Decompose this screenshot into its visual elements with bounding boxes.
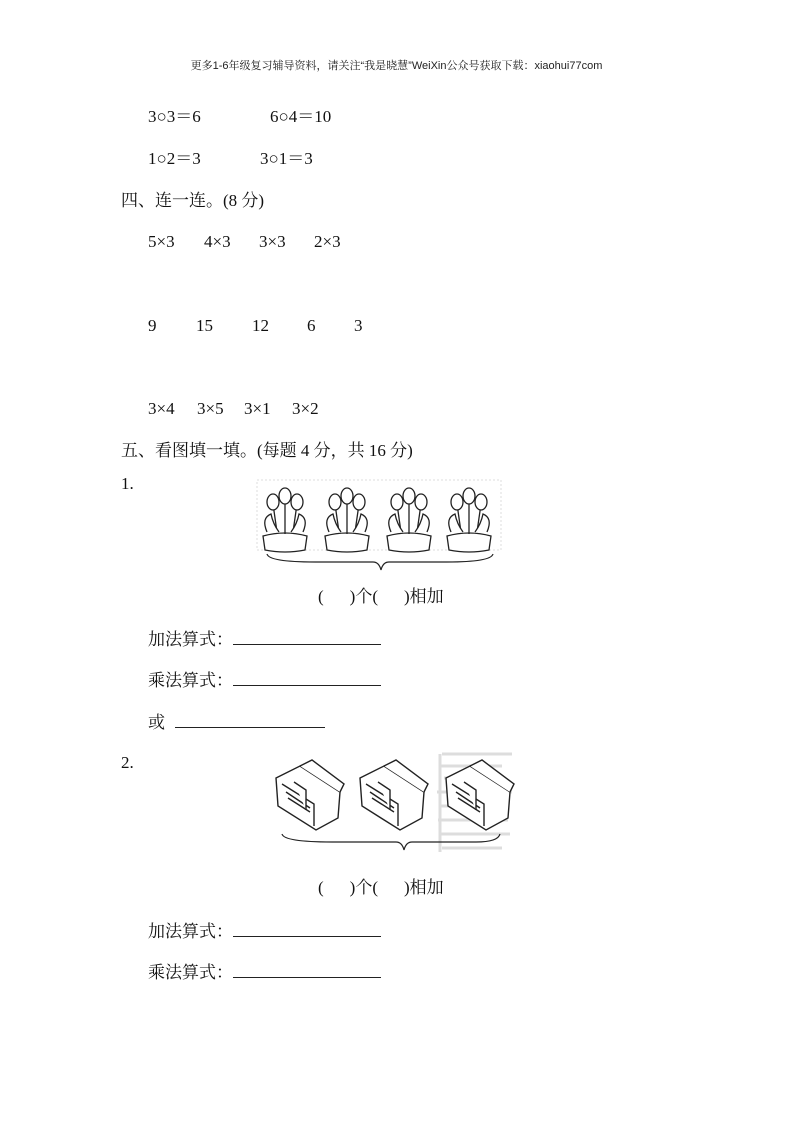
match-top-item: 3×3: [259, 232, 286, 251]
q1-multiplication-row: [148, 669, 381, 691]
q1-or-label: 或: [148, 713, 165, 732]
tulip-pots-image: [255, 474, 505, 574]
q1-multiplication-answer-line[interactable]: [233, 669, 381, 686]
match-middle-item: 15: [196, 316, 213, 335]
pencil-cases-image: [272, 748, 517, 858]
q2-multiplication-row: [148, 961, 381, 983]
q1-addition-label: 加法算式：: [148, 630, 233, 649]
q1-multiplication-label: 乘法算式：: [148, 671, 233, 690]
match-bottom-item: 3×4: [148, 399, 175, 418]
q1-or-answer-line[interactable]: [175, 711, 325, 728]
q1-fill-blank: [318, 587, 444, 607]
q2-multiplication-answer-line[interactable]: [233, 961, 381, 978]
page-header: 更多1-6年级复习辅导资料，请关注“我是晓慧”WeiXin公众号获取下载：xiaohui77com: [190, 60, 603, 72]
match-top-item: 4×3: [204, 232, 231, 251]
q1-or-row: [148, 711, 325, 733]
match-middle-item: 6: [307, 316, 316, 335]
q1-close-text: )相加: [404, 587, 444, 606]
question-1-number: 1.: [121, 474, 134, 493]
question-2-number: 2.: [121, 753, 134, 772]
q1-middle-text: )个(: [349, 587, 378, 606]
equation-3-3-6: 3○3＝6: [148, 107, 201, 126]
match-middle-item: 9: [148, 316, 157, 335]
section4-title: 四、连一连。(8 分): [121, 191, 265, 210]
q1-addition-row: [148, 628, 381, 650]
q2-addition-answer-line[interactable]: [233, 920, 381, 937]
q2-addition-row: [148, 920, 381, 942]
equation-1-2-3: 1○2＝3: [148, 149, 201, 168]
q2-multiplication-label: 乘法算式：: [148, 963, 233, 982]
equation-6-4-10: 6○4＝10: [270, 107, 332, 126]
section5-title: 五、看图填一填。(每题 4 分，共 16 分): [121, 441, 413, 460]
q2-middle-text: )个(: [349, 878, 378, 897]
match-top-item: 5×3: [148, 232, 175, 251]
q2-addition-label: 加法算式：: [148, 922, 233, 941]
match-top-item: 2×3: [314, 232, 341, 251]
q1-addition-answer-line[interactable]: [233, 628, 381, 645]
equation-3-1-3: 3○1＝3: [260, 149, 313, 168]
match-bottom-item: 3×2: [292, 399, 319, 418]
q2-fill-blank: [318, 878, 444, 898]
match-bottom-item: 3×5: [197, 399, 224, 418]
q1-open-paren: (: [318, 587, 324, 606]
match-middle-item: 3: [354, 316, 363, 335]
match-bottom-item: 3×1: [244, 399, 271, 418]
q2-open-paren: (: [318, 878, 324, 897]
q2-close-text: )相加: [404, 878, 444, 897]
match-middle-item: 12: [252, 316, 269, 335]
